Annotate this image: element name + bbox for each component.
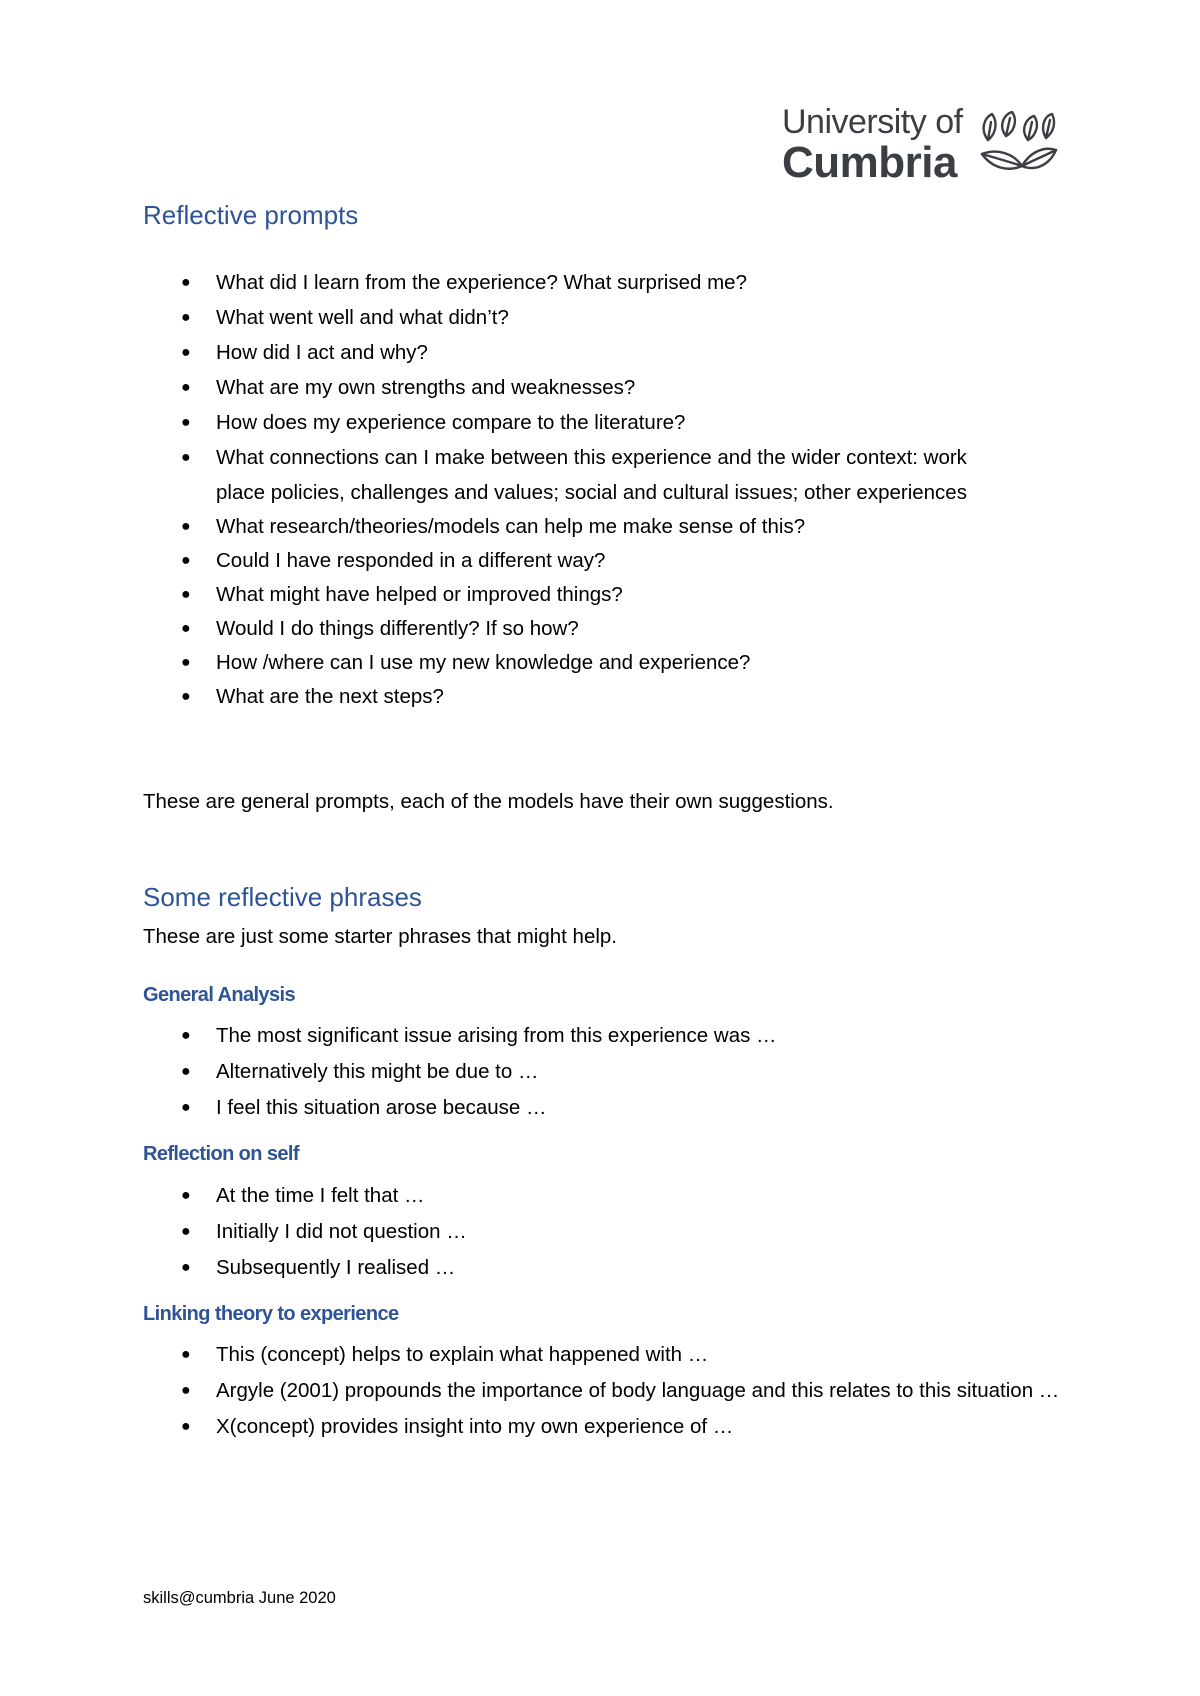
list-item: ● What are the next steps?: [181, 685, 444, 708]
linking-theory-list: [143, 1337, 1103, 1445]
list-item: ● What are my own strengths and weaknesses?: [181, 376, 636, 399]
list-item: ● Initially I did not question …: [181, 1220, 467, 1243]
list-item: ● What might have helped or improved things?: [181, 583, 623, 606]
logo-text-line2: Cumbria: [782, 138, 957, 187]
list-item: ● What went well and what didn’t?: [181, 306, 509, 329]
general-analysis-list: [143, 1018, 1103, 1126]
list-item: ● How did I act and why?: [181, 341, 428, 364]
list-item: ● What connections can I make between this experience and the wider context: work place policies, challenges and values; social and cultural issues; other experiences: [181, 446, 967, 504]
list-item: ● The most significant issue arising from this experience was …: [181, 1024, 777, 1047]
list-item: ● Alternatively this might be due to …: [181, 1060, 539, 1083]
list-item: ● At the time I felt that …: [181, 1184, 425, 1207]
list-item: ● How does my experience compare to the literature?: [181, 411, 686, 434]
list-item: ● What did I learn from the experience? What surprised me?: [181, 271, 747, 294]
subheading-general-analysis: General Analysis: [143, 984, 295, 1006]
list-item: ● How /where can I use my new knowledge and experience?: [181, 651, 751, 674]
university-logo: [782, 103, 1062, 187]
list-item: ● Would I do things differently? If so how?: [181, 617, 579, 640]
leaf-emblem-icon: [978, 110, 1058, 184]
list-item: ● X(concept) provides insight into my own experience of …: [181, 1415, 734, 1438]
list-item: ● What research/theories/models can help me make sense of this?: [181, 515, 806, 538]
prompts-note: These are general prompts, each of the models have their own suggestions.: [143, 790, 834, 813]
subheading-reflection-on-self: Reflection on self: [143, 1143, 299, 1165]
logo-text-line1: University of: [782, 103, 963, 141]
list-item: ● This (concept) helps to explain what happened with …: [181, 1343, 709, 1366]
subheading-linking-theory: Linking theory to experience: [143, 1303, 399, 1325]
page-footer: skills@cumbria June 2020: [143, 1589, 336, 1607]
phrases-intro: These are just some starter phrases that might help.: [143, 925, 618, 948]
heading-reflective-prompts: Reflective prompts: [143, 200, 359, 230]
reflection-on-self-list: [143, 1178, 1103, 1286]
prompts-list: [143, 265, 1103, 714]
heading-reflective-phrases: Some reflective phrases: [143, 882, 422, 912]
list-item: ● Argyle (2001) propounds the importance of body language and this relates to this situation …: [181, 1379, 1060, 1402]
list-item: ● Subsequently I realised …: [181, 1256, 456, 1279]
list-item: ● Could I have responded in a different way?: [181, 549, 606, 572]
list-item: ● I feel this situation arose because …: [181, 1096, 547, 1119]
